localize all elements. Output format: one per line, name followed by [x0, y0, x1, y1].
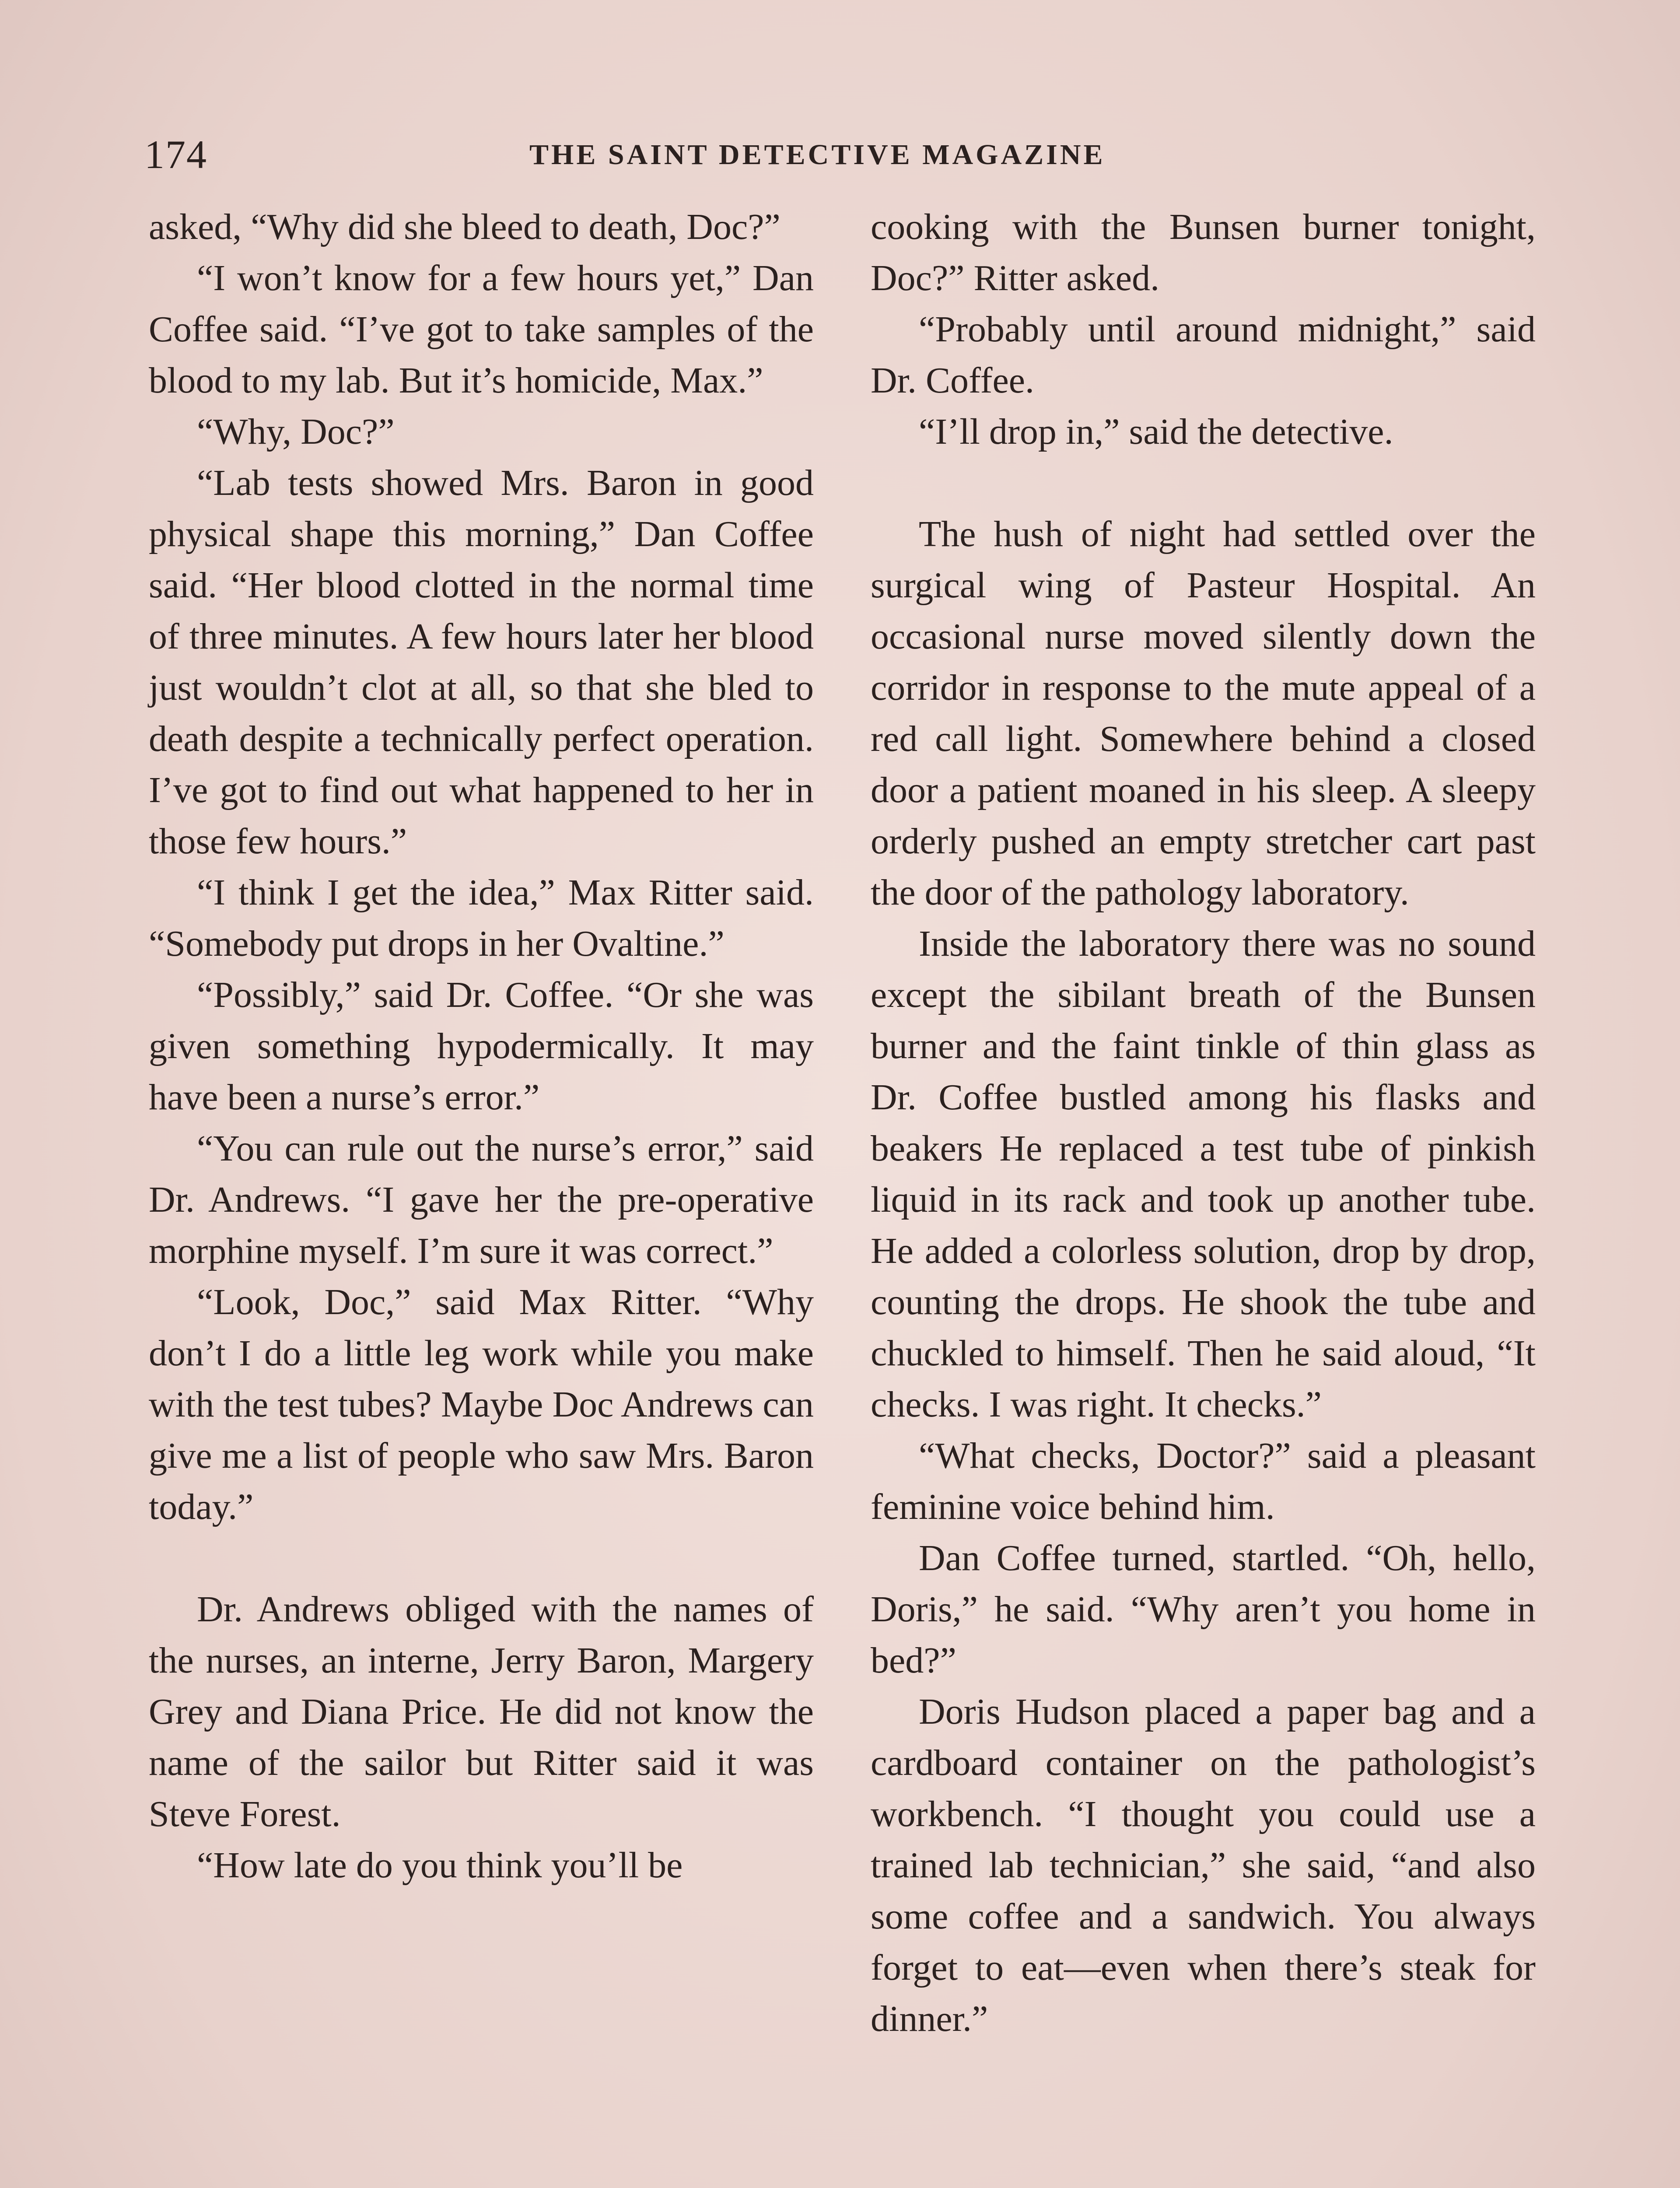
paragraph: “I think I get the idea,” Max Ritter said. “Somebody put drops in her Ovaltine.”	[149, 872, 814, 964]
paragraph: “Look, Doc,” said Max Ritter. “Why don’t I do a little leg work while you make with the test tubes? Maybe Doc Andrews can give me a list of people who saw Mrs. Baron today.”	[149, 1282, 814, 1527]
paragraph: “How late do you think you’ll be	[197, 1845, 683, 1886]
paragraph: “What checks, Doctor?” said a pleasant feminine voice behind him.	[871, 1435, 1536, 1527]
paragraph: Doris Hudson placed a paper bag and a cardboard container on the pathologist’s workbench. “I thought you could use a trained lab technician,” she said, “and also some coffee and a sandwich. You always forget to eat—even when there’s steak for dinner.”	[871, 1691, 1536, 2039]
left-column	[149, 201, 814, 1891]
paragraph: cooking with the Bunsen burner tonight, Doc?” Ritter asked.	[871, 207, 1536, 298]
paragraph: “You can rule out the nurse’s error,” said Dr. Andrews. “I gave her the pre-operative morphine myself. I’m sure it was correct.”	[149, 1128, 814, 1271]
page-number: 174	[144, 132, 207, 177]
paragraph: “Probably until around midnight,” said Dr. Coffee.	[871, 309, 1536, 401]
paragraph: “I’ll drop in,” said the detective.	[919, 411, 1393, 452]
right-column	[871, 201, 1536, 2044]
running-title: THE SAINT DETECTIVE MAGAZINE	[529, 139, 1106, 171]
paragraph: “Lab tests showed Mrs. Baron in good physical shape this morning,” Dan Coffee said. “Her blood clotted in the normal time of three minutes. A few hours later her blood just wouldn’t clot at all, so that she bled to death despite a technically perfect operation. I’ve got to find out what happened to her in those few hours.”	[149, 463, 814, 862]
paragraph: “Why, Doc?”	[197, 411, 395, 452]
paragraph: The hush of night had settled over the surgical wing of Pasteur Hospital. An occasional nurse moved silently down the corridor in response to the mute appeal of a red call light. Somewhere behind a closed door a patient moaned in his sleep. A sleepy orderly pushed an empty stretcher cart past the door of the pathology laboratory.	[871, 514, 1536, 913]
page-header	[144, 131, 1531, 179]
paragraph: Dan Coffee turned, startled. “Oh, hello, Doris,” he said. “Why aren’t you home in bed?”	[871, 1538, 1536, 1681]
paragraph: asked, “Why did she bleed to death, Doc?”	[149, 207, 780, 247]
paragraph: Dr. Andrews obliged with the names of the nurses, an interne, Jerry Baron, Margery Grey and Diana Price. He did not know the name of the sailor but Ritter said it was Steve Forest.	[149, 1589, 814, 1834]
paragraph: “I won’t know for a few hours yet,” Dan Coffee said. “I’ve got to take samples of the blood to my lab. But it’s homicide, Max.”	[149, 258, 814, 401]
paragraph: Inside the laboratory there was no sound except the sibilant breath of the Bunsen burner and the faint tinkle of thin glass as Dr. Coffee bustled among his flasks and beakers He replaced a test tube of pinkish liquid in its rack and took up another tube. He added a colorless solution, drop by drop, counting the drops. He shook the tube and chuckled to himself. Then he said aloud, “It checks. I was right. It checks.”	[871, 923, 1536, 1425]
paragraph: “Possibly,” said Dr. Coffee. “Or she was given something hypodermically. It may have been a nurse’s error.”	[149, 975, 814, 1118]
